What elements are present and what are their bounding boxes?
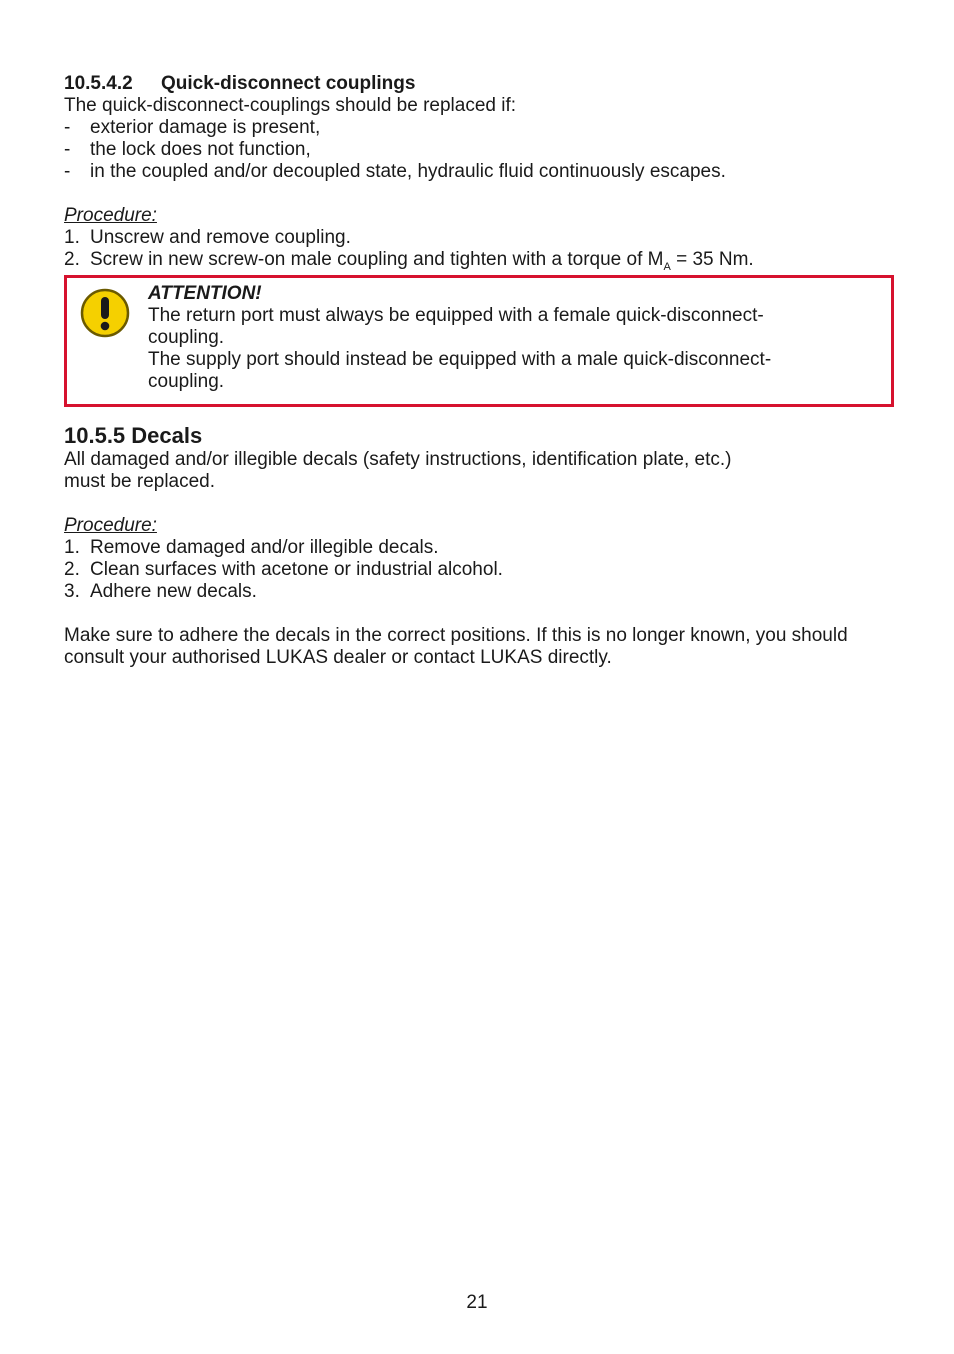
attention-text-supply-port: The supply port should instead be equipped with a male quick-disconnect-: [148, 349, 772, 370]
step-number: 2.: [64, 249, 80, 270]
list-item: 2. Clean surfaces with acetone or industrial alcohol.: [64, 559, 503, 580]
page-number: 21: [466, 1292, 488, 1313]
attention-text-supply-port-cont: coupling.: [148, 371, 225, 392]
step-number: 1.: [64, 227, 80, 248]
dash-marker: -: [64, 117, 71, 138]
list-item: - in the coupled and/or decoupled state, hydraulic fluid continuously escapes.: [64, 161, 726, 182]
attention-text-return-port: The return port must always be equipped with a female quick-disconnect-: [148, 305, 764, 326]
list-item: 2. Screw in new screw-on male coupling and tighten with a torque of $M_A = 35$ Nm.: [64, 249, 754, 273]
procedure-label: Procedure:: [64, 205, 157, 226]
torque-subscript: A: [663, 261, 671, 273]
section-intro: The quick-disconnect-couplings should be replaced if:: [64, 95, 517, 116]
section-heading-decals: 10.5.5 Decals: [64, 423, 203, 448]
list-item: 1. Remove damaged and/or illegible decals.: [64, 537, 439, 558]
decals-note-line-1: Make sure to adhere the decals in the correct positions. If this is no longer known, you should: [64, 625, 848, 646]
dash-marker: -: [64, 161, 71, 182]
list-item: 3. Adhere new decals.: [64, 581, 257, 602]
section-title: Quick-disconnect couplings: [161, 73, 416, 94]
attention-text-return-port-cont: coupling.: [148, 327, 225, 348]
document-page: [64, 73, 894, 669]
step-number: 2.: [64, 559, 80, 580]
dash-marker: -: [64, 139, 71, 160]
procedure-label: Procedure:: [64, 515, 157, 536]
attention-content: [148, 283, 865, 393]
section-number: 10.5.4.2: [64, 73, 133, 94]
list-item: - exterior damage is present,: [64, 117, 321, 138]
decals-intro-line-1: All damaged and/or illegible decals (safety instructions, identification plate, etc.): [64, 449, 732, 470]
attention-box: [64, 275, 894, 407]
step-number: 1.: [64, 537, 80, 558]
list-item: - the lock does not function,: [64, 139, 311, 160]
list-item: 1. Unscrew and remove coupling.: [64, 227, 351, 248]
condition-list: [64, 117, 894, 183]
step-number: 3.: [64, 581, 80, 602]
section-heading-quick-disconnect: [64, 73, 894, 95]
warning-exclamation-icon: [80, 288, 130, 338]
decals-note-line-2: consult your authorised LUKAS dealer or contact LUKAS directly.: [64, 647, 612, 668]
procedure-steps: [64, 537, 894, 603]
procedure-steps: [64, 227, 894, 271]
attention-title: ATTENTION!: [148, 283, 262, 304]
decals-intro-line-2: must be replaced.: [64, 471, 216, 492]
